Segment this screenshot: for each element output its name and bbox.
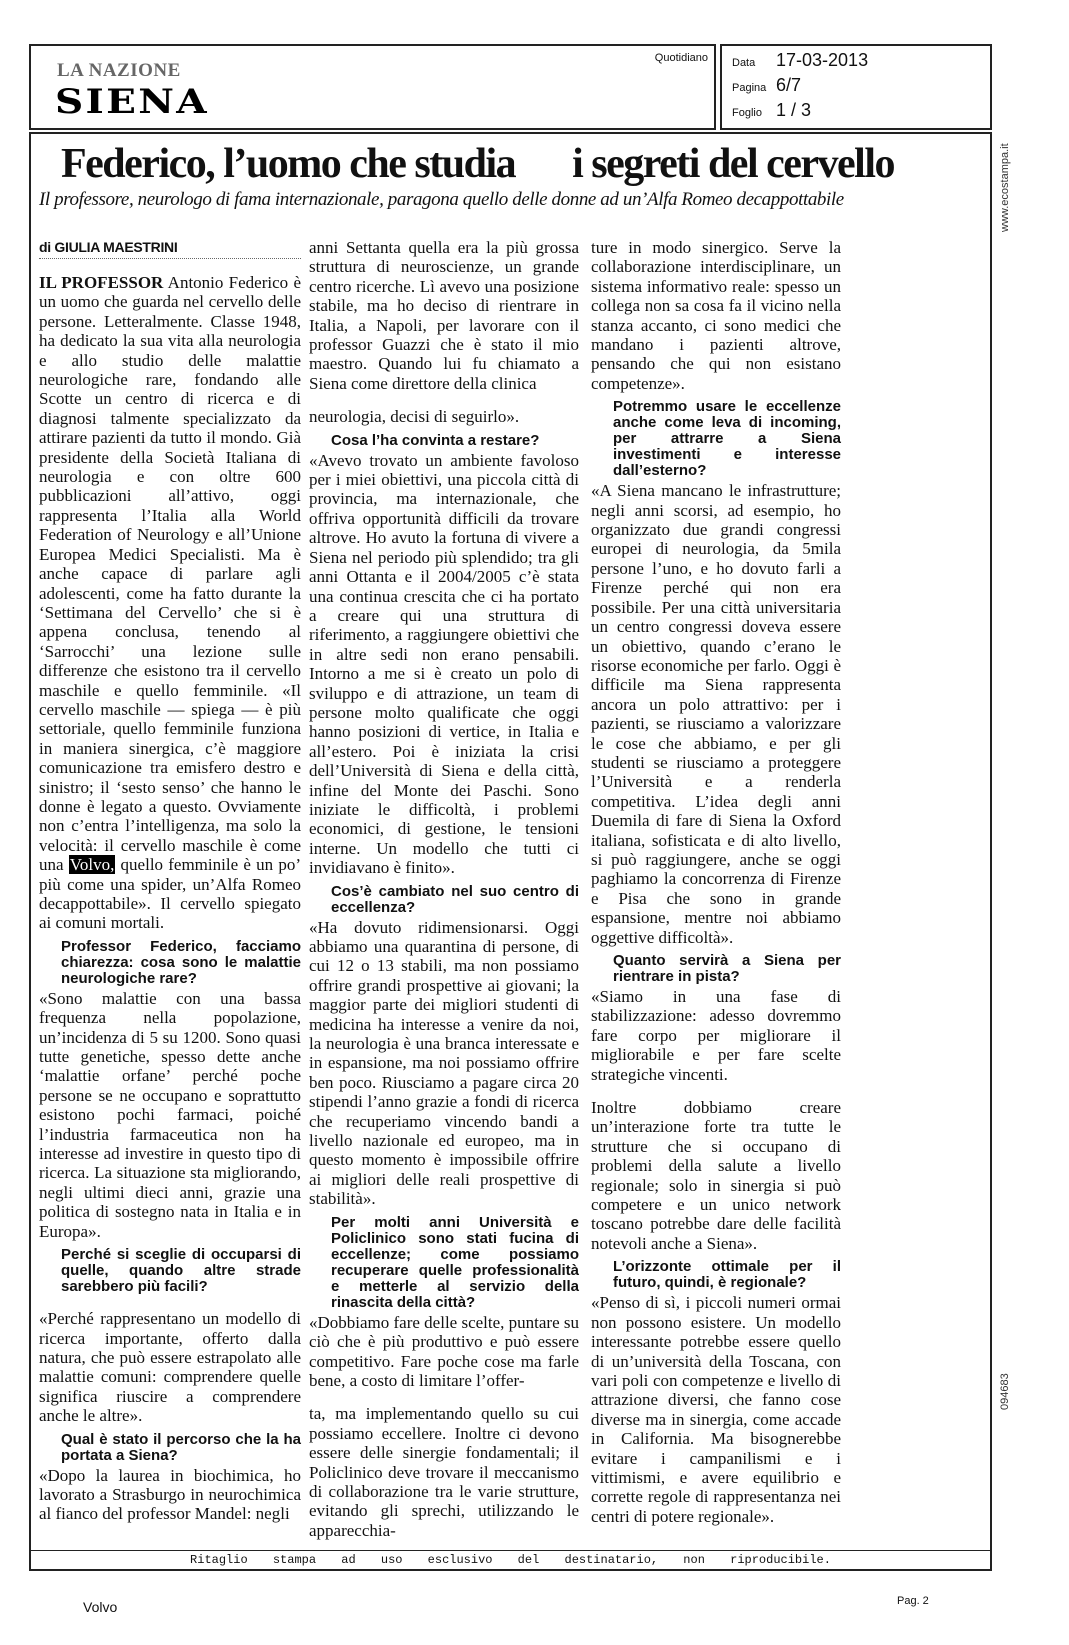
date-value: 17-03-2013 bbox=[776, 50, 869, 70]
answer-3-part-1: «Dopo la laurea in biochimica, ho lavorato a Strasburgo in neurochimica al fianco del professor Mandel: negli bbox=[39, 1465, 301, 1524]
answer-6-part-2: ta, ma implementando quello su cui possiamo eccellere. Inoltre ci devono essere delle sinergie fondamentali; il Policlinico deve trovare il meccanismo di collaborazione tra le varie strutture, evitando gli sprechi, utilizzando le apparecchia- bbox=[309, 1404, 579, 1540]
date-row bbox=[732, 50, 868, 71]
search-keyword: Volvo bbox=[83, 1599, 118, 1616]
question-2: Perché si sceglie di occuparsi di quelle, quando altre strade sarebbero più facili? bbox=[61, 1246, 301, 1296]
answer-6-part-3: ture in modo sinergico. Serve la collaborazione interdisciplinare, un sistema informativo reale: spesso un collega non sa cosa fa il vicino nella stanza accanto, ci sono medici che mandano i pazienti altrove, pensando che qui non esistano competenze». bbox=[591, 238, 841, 393]
question-5: Cos’è cambiato nel suo centro di eccellenza? bbox=[331, 882, 579, 916]
page-value: 6/7 bbox=[776, 75, 802, 95]
column-1 bbox=[39, 238, 301, 1524]
answer-3-part-2: anni Settanta quella era la più grossa struttura di neuroscienze, un grande centro ricerche. Lì avevo una posizione stabile, ma ho deciso di rientrare in Italia, a Napoli, per lavorare con il professor Guazzi che è stato il mio maestro. Quando lui fu chiamato a Siena come direttore della clinica bbox=[309, 238, 579, 393]
column-2 bbox=[309, 238, 579, 1540]
lead-text: Antonio Federico è un uomo che guarda nel cervello delle persone. Letteralmente. Classe 1948, ha dedicato la sua vita alla neurologia e allo studio delle malattie neurologiche rare, fondando alle Scotte un centro di ricerca e di diagnosi talmente specializzato da attirare pazienti da tutto il mondo. Già presidente della Società Italiana di neurologia e con oltre 600 pubblicazioni all’attivo, oggi rappresenta l’Italia alla World Federation of Neurology e all’Unione Europea Medici Specialisti. Ma è anche capace di parlare agli adolescenti, come ha fatto durante la ‘Settimana del Cervello’ che si è appena conclusa, tenendo al ‘Sarrocchi’ una lezione sulle differenze che esistono tra il cervello maschile e quello femminile. «Il cervello maschile — spiega — è più settoriale, quello femminile funziona in maniera sinergica, c’è maggiore comunicazione tra emisfero destro e sinistro; il ‘sesto senso’ che hanno le donne è legato a questo. Ovviamente non c’entra l’intelligenza, ma solo la velocità: il cervello maschile è come una bbox=[39, 273, 301, 875]
question-8: Quanto servirà a Siena per rientrare in pista? bbox=[613, 952, 841, 985]
publication-type: Quotidiano bbox=[654, 52, 708, 64]
answer-9: «Penso di sì, i piccoli numeri ormai non possono esistere. Un modello interessante potrebbe essere quello di un’università della Toscana, con vari poli con competenze e livello di attrazione diversi, che fanno cose diverse ma in sinergia, come accade in California. Ma bisognerebbe evitare i campanilismi e i vittimismi, e avere equilibrio e corrette regole di rappresentanza nei centri di potere regionale». bbox=[591, 1293, 841, 1526]
question-6: Per molti anni Università e Policlinico sono stati fucina di eccellenze; come possiamo recuperare quelle professionalità e metterle al servizio della rinascita della città? bbox=[331, 1213, 579, 1311]
lead-text-end: quello femminile è un po’ più come una spider, un’Alfa Romeo decappottabile». Il cervello spiegato ai comuni mortali. bbox=[39, 855, 301, 933]
article-clipping bbox=[29, 132, 992, 1571]
sheet-row bbox=[732, 100, 811, 121]
page-footer bbox=[0, 1585, 1069, 1645]
copyright-notice: Ritaglio stampa ad uso esclusivo del destinatario, non riproducibile. bbox=[31, 1550, 990, 1569]
newspaper-name: LA NAZIONE bbox=[57, 60, 181, 81]
article-columns bbox=[39, 238, 990, 1550]
page-label: Pagina bbox=[732, 82, 767, 94]
sheet-value: 1 / 3 bbox=[776, 100, 812, 120]
newspaper-edition: SIENA bbox=[55, 82, 209, 122]
sheet-label: Foglio bbox=[732, 107, 762, 119]
byline: di GIULIA MAESTRINI bbox=[39, 238, 301, 259]
page-row bbox=[732, 75, 801, 96]
date-label: Data bbox=[732, 57, 756, 69]
page-number: Pag. 2 bbox=[897, 1595, 929, 1608]
answer-7: «A Siena mancano le infrastrutture; negli anni scorsi, ad esempio, ho organizzato due grandi congressi europei di neurologia, da 5mila persone l’uno, e ho dovuto farli a Firenze perché qui non era possibile. Per una città universitaria un centro congressi doveva essere un obiettivo, quando c’erano le risorse economiche per farlo. Oggi è difficile ma Siena rappresenta ancora un polo attrattivo: per i pazienti, se riusciamo a valorizzare le cose che abbiamo, e per gli studenti se riusciamo a proteggere l’Università e a renderla competitiva. L’idea degli anni Duemila di fare di Siena la Oxford italiana, sofisticata e di alto livello, si può raggiungere, anche se oggi paghiamo la concorrenza di Firenze e Pisa che sono in grande espansione, mentre noi abbiamo oggettive difficoltà». bbox=[591, 481, 841, 947]
masthead-box bbox=[29, 44, 716, 130]
answer-4: «Avevo trovato un ambiente favoloso per i miei obiettivi, una piccola città di provincia, ma internazionale, che offriva opportunità difficili da trovare altrove. Ho avuto la fortuna di vivere a Siena nel periodo più splendido; tra gli anni Ottanta e il 2004/2005 c’è stata una continua crescita che ci ha portato a creare qui una struttura di riferimento, a raggiungere obiettivi che in altre sedi non erano pensabili. Intorno a me si è creato un polo di sviluppo e di attrazione, un team di persone molto qualificate che oggi hanno posizioni di vertice, in Italia e all’estero. Poi è iniziata la crisi dell’Università di Siena e della città, infine del Monte dei Paschi. Sono iniziate le difficoltà, i problemi economici, di gestione, le tensioni interne. Un modello che tutti ci invidiavano è finito». bbox=[309, 450, 579, 878]
question-7: Potremmo usare le eccellenze anche come leva di incoming, per attrarre a Siena investimenti e interesse dall’esterno? bbox=[613, 398, 841, 480]
title-part-1: Federico, l’uomo che studia bbox=[61, 141, 516, 187]
question-4: Cosa l’ha convinta a restare? bbox=[331, 431, 540, 449]
answer-8-part-2: Inoltre dobbiamo creare un’interazione forte tra tutte le strutture che si occupano di problemi della salute a livello regionale; solo in sinergia si può competere e un unico network toscano potrebbe dare delle facilità notevoli anche a Siena». bbox=[591, 1098, 841, 1253]
lead-strong: IL PROFESSOR bbox=[39, 273, 164, 292]
article-subtitle: Il professore, neurologo di fama internazionale, paragona quello delle donne ad un’Alfa Romeo decappottabile bbox=[39, 189, 844, 210]
column-3 bbox=[591, 238, 841, 1526]
answer-3-part-3: neurologia, decisi di seguirlo». bbox=[309, 407, 520, 427]
answer-2: «Perché rappresentano un modello di ricerca importante, offerto dalla natura, che può essere estrapolato alle malattie comuni: comprendere quelle significa riuscire a comprendere anche le altre». bbox=[39, 1309, 301, 1426]
question-1: Professor Federico, facciamo chiarezza: cosa sono le malattie neurologiche rare? bbox=[61, 937, 301, 987]
answer-1: «Sono malattie con una bassa frequenza nella popolazione, un’incidenza di 5 su 1200. Sono quasi tutte genetiche, spesso dette anche ‘malattie orfane’ perché poche persone se ne occupano e soprattutto esistono pochi farmaci, poiché l’industria farmaceutica non ha interesse ad investire in questo tipo di ricerca. La situazione sta migliorando, negli ultimi dieci anni, grazie una politica di sostegno nata in Italia e in Europa». bbox=[39, 988, 301, 1241]
metadata-box bbox=[720, 44, 992, 130]
article-title bbox=[61, 140, 990, 188]
clipping-code: 094683 bbox=[999, 1373, 1011, 1410]
answer-5: «Ha dovuto ridimensionarsi. Oggi abbiamo una quarantina di persone, di cui 12 o 13 stabili, ma non possiamo offrire grandi prospettive ai giovani; la maggior parte dei migliori studenti di medicina ha interesse a venire da noi, la neurologia è una branca interessate e in espansione, ma noi possiamo offrire ben poco. Riusciamo a pagare circa 20 stipendi l’anno grazie a fondi di ricerca che recuperiamo vincendo bandi a livello nazionale ed europeo, ma in questo momento è impossibile offrire ai migliori delle reali prospettive di stabilità». bbox=[309, 917, 579, 1209]
question-9: L’orizzonte ottimale per il futuro, quindi, è regionale? bbox=[613, 1258, 841, 1292]
answer-8-part-1: «Siamo in una fase di stabilizzazione: adesso dovremmo fare corpo per migliorare il migliorabile e per fare scelte strategiche vincenti. bbox=[591, 987, 841, 1084]
title-part-2: i segreti del cervello bbox=[572, 141, 895, 187]
answer-6-part-1: «Dobbiamo fare delle scelte, puntare su ciò che è più produttivo e può essere competitivo. Fare poche cose ma farle bene, a costo di limitare l’offer- bbox=[309, 1312, 580, 1390]
lead-paragraph bbox=[39, 273, 301, 933]
question-3: Qual è stato il percorso che la ha portata a Siena? bbox=[61, 1430, 301, 1464]
highlighted-keyword: Volvo, bbox=[69, 855, 115, 875]
watermark-site: www.ecostampa.it bbox=[999, 143, 1011, 232]
